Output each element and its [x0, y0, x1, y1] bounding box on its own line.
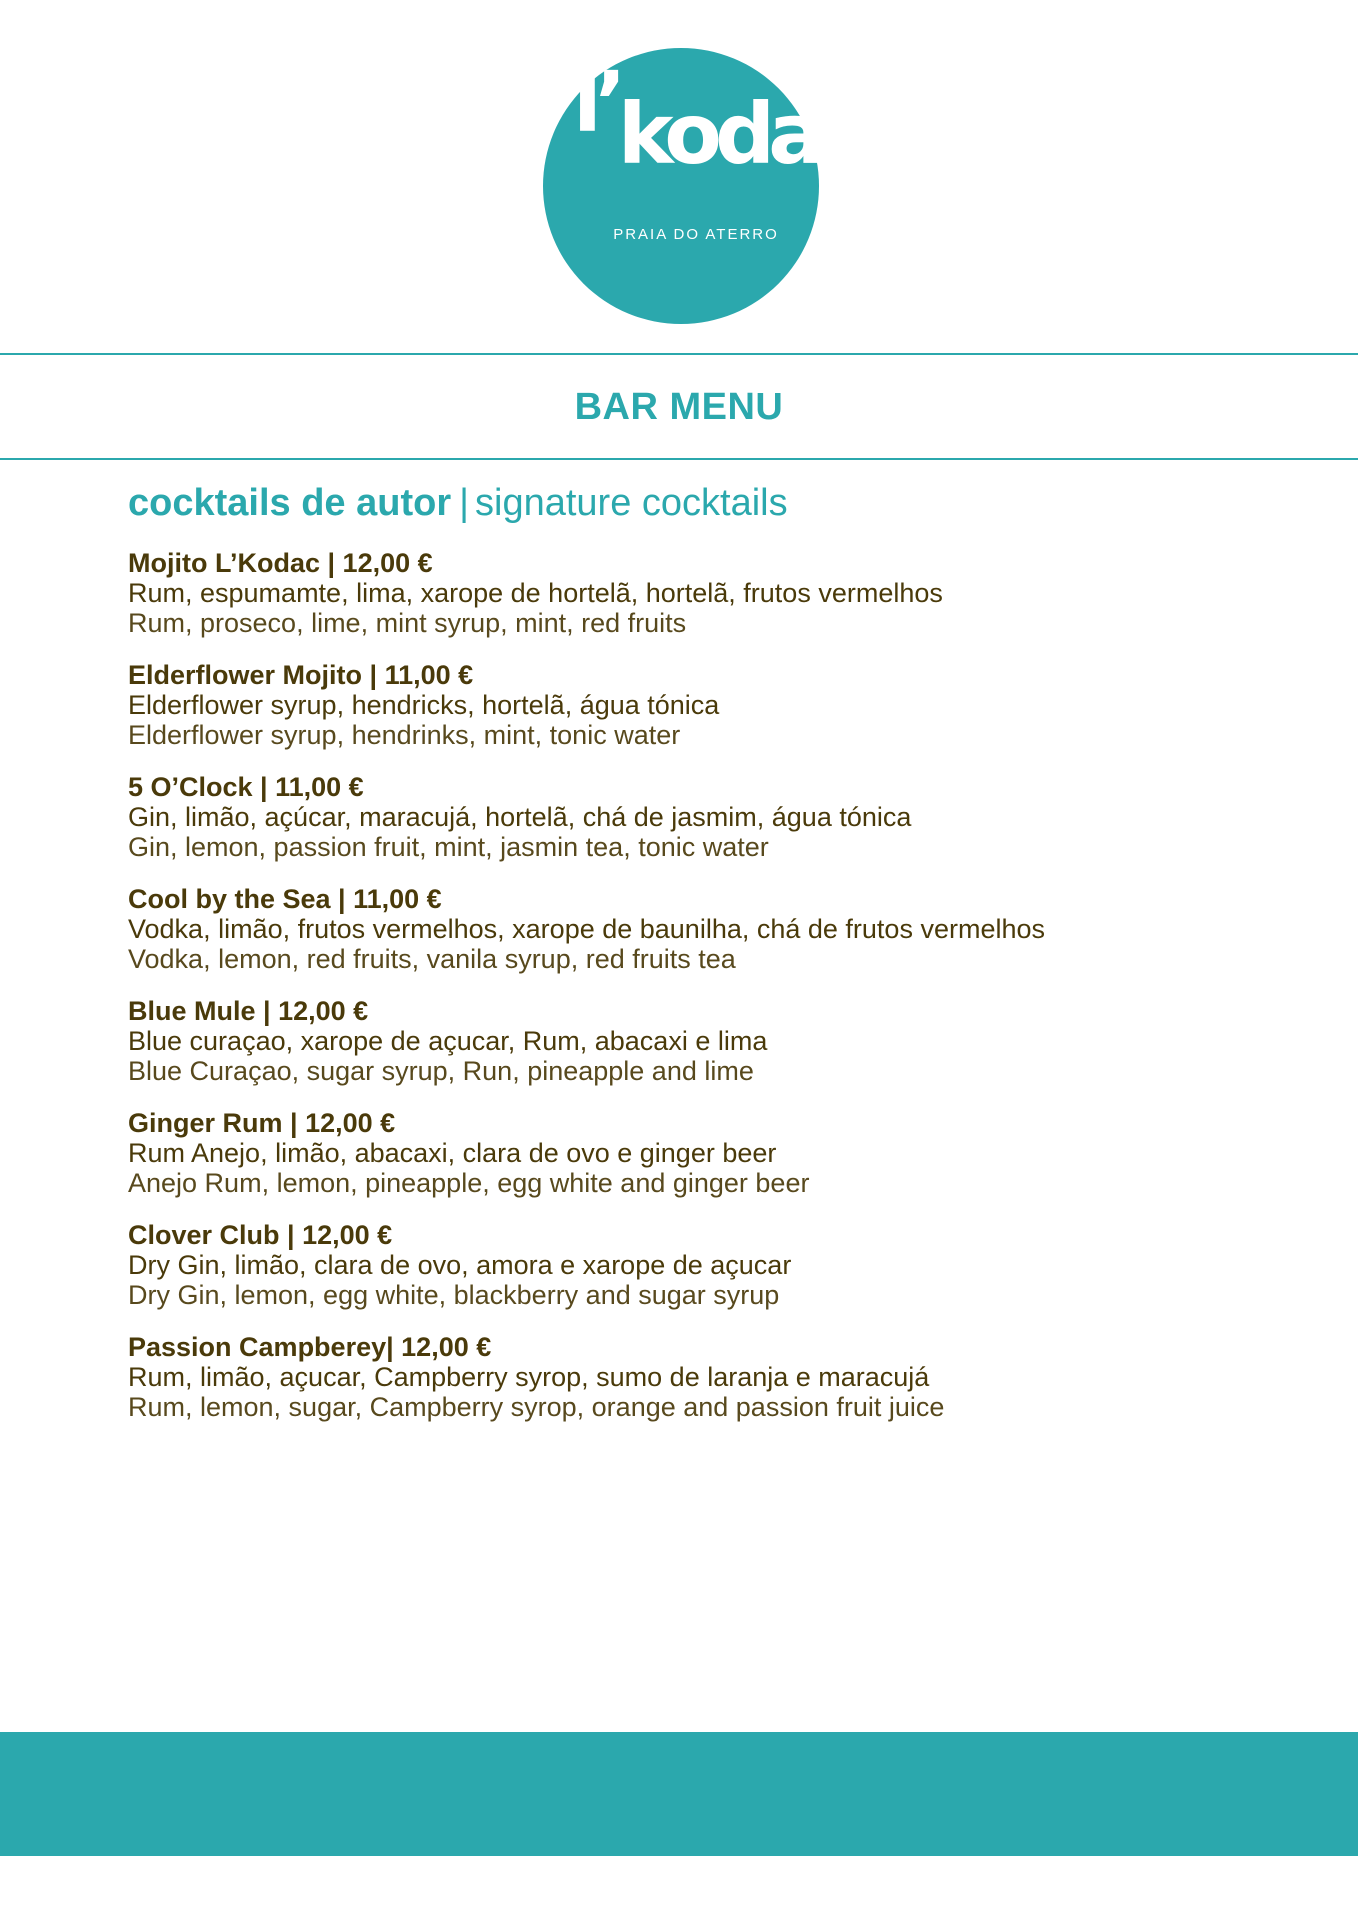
- item-title: Elderflower Mojito | 11,00 €: [128, 660, 474, 690]
- menu-item: [128, 1220, 1278, 1310]
- item-description-en: Dry Gin, lemon, egg white, blackberry and sugar syrup: [128, 1280, 780, 1310]
- item-description-pt: Blue curaçao, xarope de açucar, Rum, abacaxi e lima: [128, 1026, 768, 1056]
- section-separator: |: [459, 482, 469, 524]
- item-title: 5 O’Clock | 11,00 €: [128, 772, 364, 802]
- item-title: Ginger Rum | 12,00 €: [128, 1108, 396, 1138]
- item-description-en: Blue Curaçao, sugar syrup, Run, pineapple and lime: [128, 1056, 754, 1086]
- item-title: Blue Mule | 12,00 €: [128, 996, 369, 1026]
- menu-item: [128, 772, 1278, 862]
- menu-item: [128, 548, 1278, 638]
- menu-item: [128, 1332, 1278, 1422]
- item-title: Mojito L’Kodac | 12,00 €: [128, 548, 433, 578]
- section-title-en: signature cocktails: [475, 482, 788, 524]
- title-divider: [0, 458, 1358, 460]
- item-title: Passion Campberey| 12,00 €: [128, 1332, 492, 1362]
- item-description-pt: Dry Gin, limão, clara de ovo, amora e xarope de açucar: [128, 1250, 792, 1280]
- item-description-pt: Rum, espumamte, lima, xarope de hortelã, hortelã, frutos vermelhos: [128, 578, 943, 608]
- logo-subtitle: PRAIA DO ATERRO: [613, 226, 779, 243]
- item-description-en: Rum, proseco, lime, mint syrup, mint, red fruits: [128, 608, 687, 638]
- logo: [543, 48, 861, 324]
- logo-wordmark: l’kodac: [573, 53, 861, 183]
- top-divider: [0, 353, 1358, 355]
- item-title: Cool by the Sea | 11,00 €: [128, 884, 442, 914]
- page-title: BAR MENU: [574, 386, 784, 428]
- item-description-pt: Elderflower syrup, hendricks, hortelã, água tónica: [128, 690, 720, 720]
- footer-band: [0, 1732, 1358, 1856]
- item-description-en: Vodka, lemon, red fruits, vanila syrup, red fruits tea: [128, 944, 736, 974]
- menu-item: [128, 660, 1278, 750]
- item-description-pt: Rum, limão, açucar, Campberry syrop, sumo de laranja e maracujá: [128, 1362, 930, 1392]
- item-description-en: Gin, lemon, passion fruit, mint, jasmin tea, tonic water: [128, 832, 769, 862]
- menu-item: [128, 884, 1278, 974]
- item-description-en: Anejo Rum, lemon, pineapple, egg white and ginger beer: [128, 1168, 810, 1198]
- item-description-en: Rum, lemon, sugar, Campberry syrop, orange and passion fruit juice: [128, 1392, 945, 1422]
- item-description-pt: Gin, limão, açúcar, maracujá, hortelã, chá de jasmim, água tónica: [128, 802, 912, 832]
- menu-item: [128, 996, 1278, 1086]
- item-description-pt: Rum Anejo, limão, abacaxi, clara de ovo e ginger beer: [128, 1138, 777, 1168]
- section-heading: [128, 484, 788, 522]
- item-title: Clover Club | 12,00 €: [128, 1220, 393, 1250]
- item-description-en: Elderflower syrup, hendrinks, mint, tonic water: [128, 720, 681, 750]
- cocktail-list: [128, 548, 1278, 1444]
- item-description-pt: Vodka, limão, frutos vermelhos, xarope de baunilha, chá de frutos vermelhos: [128, 914, 1045, 944]
- section-title-pt: cocktails de autor: [128, 482, 452, 524]
- menu-item: [128, 1108, 1278, 1198]
